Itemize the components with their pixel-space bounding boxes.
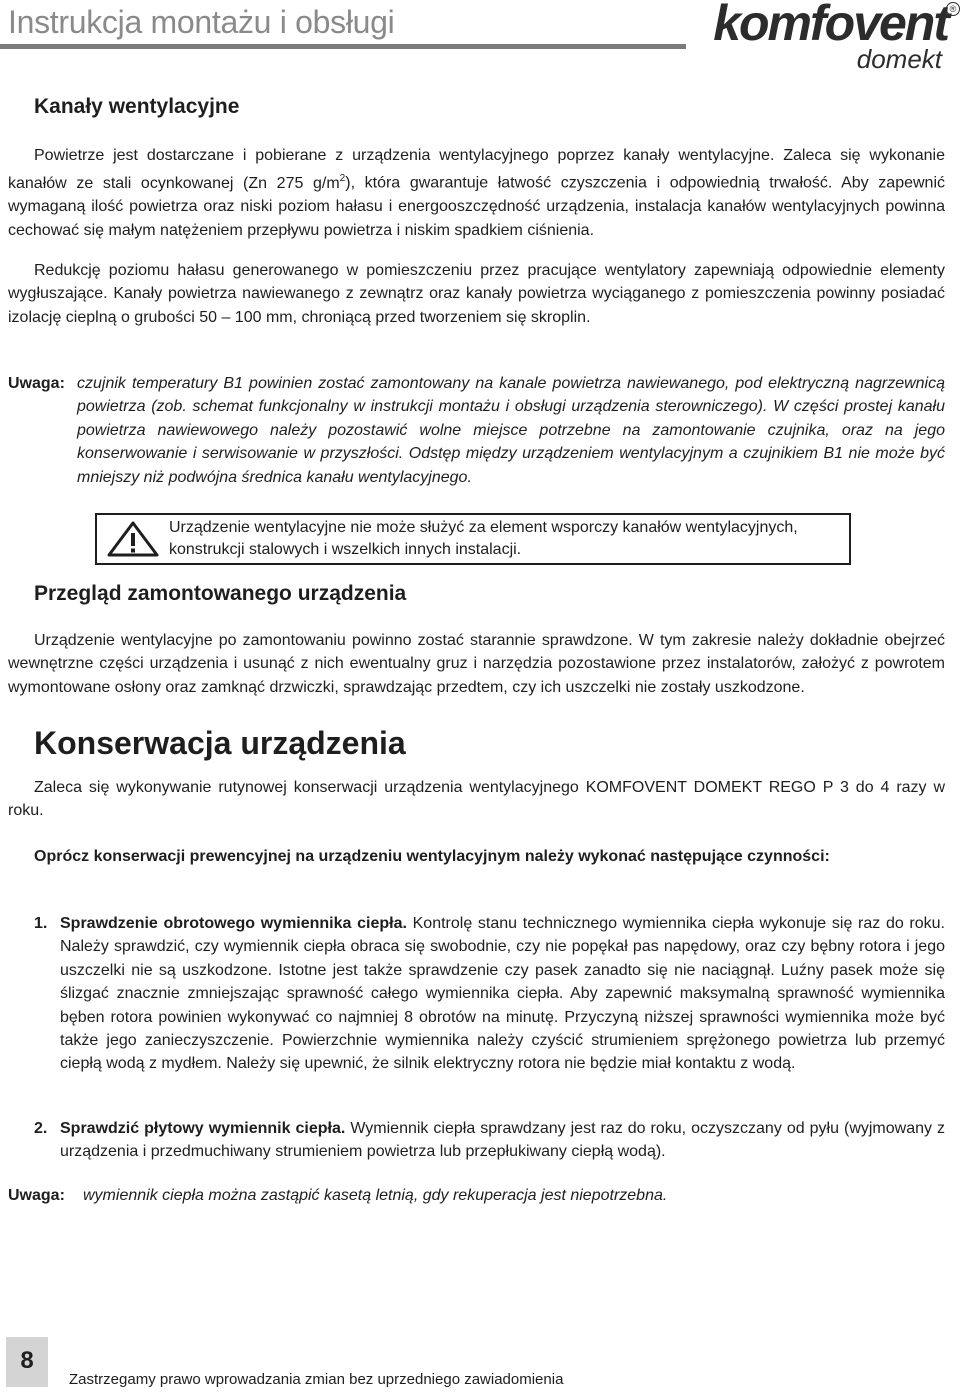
- text-run: ), która gwarantuje łatwość czyszczenia i odpowiednią trwałość. Aby zapewnić wymaganą ilość powietrza oraz niski poziom hałasu i energooszczędność urządzenia, instalacja kanałów wentylacyjnych powinna cechować się małym natężeniem przepływu powietrza i niskim spadkiem ciśnienia.: [8, 174, 945, 239]
- warning-box: [95, 513, 851, 565]
- header-rule: [0, 44, 686, 49]
- list-item-rotary-exchanger: [34, 912, 945, 1076]
- note-summer-cassette: [8, 1184, 945, 1207]
- list-item-plate-exchanger: [34, 1117, 945, 1164]
- superscript: 2: [339, 173, 346, 185]
- list-item-number: 2.: [34, 1120, 48, 1137]
- footer-disclaimer: Zastrzegamy prawo wprowadzania zmian bez uprzedniego zawiadomienia: [69, 1371, 564, 1388]
- list-item-text: [34, 912, 945, 1076]
- note-sensor: [8, 372, 945, 489]
- note-text: wymiennik ciepła można zastąpić kasetą letnią, gdy rekuperacja jest niepotrzebna.: [83, 1187, 668, 1204]
- warning-triangle-icon: [107, 521, 159, 557]
- text-run: Powietrze jest dostarczane i pobierane z urządzenia wentylacyjnego poprzez kanały wentylacyjne. Zaleca się wykonanie kanałów ze stali ocynkowanej (Zn 275 g/m: [8, 147, 945, 192]
- list-item-title: Sprawdzić płytowy wymiennik ciepła.: [60, 1120, 346, 1137]
- page-number: 8: [20, 1347, 34, 1374]
- note-text: czujnik temperatury B1 powinien zostać zamontowany na kanale powietrza nawiewanego, pod elektryczną nagrzewnicą powietrza (zob. schemat funkcjonalny w instrukcji montażu i obsługi urządzenia sterowniczego). W części prostej kanału powietrza nawiewowego należy pozostawić wolne miejsce potrzebne na zamontowanie czujnika, oraz na jego konserwowanie i serwisowanie w przyszłości. Odstęp między urządzeniem wentylacyjnym a czujnikiem B1 nie może być mniejszy niż podwójna średnica kanału wentylacyjnego.: [77, 375, 945, 486]
- section-heading-inspection: Przegląd zamontowanego urządzenia: [34, 582, 407, 605]
- list-item-text: [34, 1117, 945, 1164]
- registered-mark: ®: [946, 2, 960, 16]
- warning-text: Urządzenie wentylacyjne nie może służyć za element wsporczy kanałów wentylacyjnych, konstrukcji stalowych i wszelkich innych instalacji.: [169, 519, 798, 558]
- logo-subbrand: domekt: [856, 44, 942, 74]
- section-heading-ducts: Kanały wentylacyjne: [34, 95, 240, 118]
- list-item-title: Sprawdzenie obrotowego wymiennika ciepła.: [60, 915, 407, 932]
- logo-wordmark: komfovent: [713, 0, 948, 51]
- paragraph-maintenance-1: Zaleca się wykonywanie rutynowej konserwacji urządzenia wentylacyjnego KOMFOVENT DOMEKT REGO P 3 do 4 razy w roku.: [8, 779, 945, 820]
- list-item-number: 1.: [34, 915, 48, 932]
- page-number-box: [6, 1337, 48, 1387]
- paragraph-ducts-2: Redukcję poziomu hałasu generowanego w pomieszczeniu przez pracujące wentylatory zapewniają odpowiednie elementy wygłuszające. Kanały powietrza nawiewanego z zewnątrz oraz kanały powietrza wyciąganego z pomieszczenia powinny posiadać izolację cieplną o grubości 50 – 100 mm, chroniącą przed tworzeniem się skroplin.: [8, 262, 945, 326]
- list-item-body: Kontrolę stanu technicznego wymiennika ciepła wykonuje się raz do roku. Należy sprawdzić, czy wymiennik ciepła obraca się swobodnie, czy nie popękał pas napędowy, oraz czy bębny rotora i jego uszczelki nie są uszkodzone. Istotne jest także sprawdzenie czy pasek zanadto się nie naciągnął. Luźny pasek może się ślizgać znacznie zmniejszając sprawność całego wymiennika ciepła. Aby zapewnić maksymalną sprawność wymiennika bęben rotora powinien wykonywać co najmniej 8 obrotów na minutę. Przyczyną niższej sprawności wymiennika może być także jego zanieczyszczenie. Powierzchnie wymiennika należy czyścić strumieniem sprężonego powietrza lub przemyć ciepłą wodą z mydłem. Należy się upewnić, że silnik elektryczny rotora nie będzie miał kontaktu z wodą.: [60, 915, 946, 1073]
- note-label: Uwaga:: [8, 1187, 65, 1204]
- page-header-title: Instrukcja montażu i obsługi: [8, 4, 395, 40]
- brand-logo: [690, 0, 960, 76]
- paragraph-inspection: Urządzenie wentylacyjne po zamontowaniu powinno zostać starannie sprawdzone. W tym zakresie należy dokładnie obejrzeć wewnętrzne części urządzenia i usunąć z nich ewentualny gruz i narzędzia pozostawione przez instalatorów, założyć z powrotem wymontowane osłony oraz zamknąć drzwiczki, sprawdzając przedtem, czy ich uszczelki nie zostały uszkodzone.: [8, 632, 945, 696]
- note-label: Uwaga:: [8, 375, 65, 392]
- list-item-body: Wymiennik ciepła sprawdzany jest raz do roku, oczyszczany od pyłu (wyjmowany z urządzenia i przedmuchiwany strumieniem powietrza lub przepłukiwany ciepłą wodą).: [60, 1120, 946, 1161]
- paragraph-ducts-1: [8, 144, 945, 242]
- paragraph-maintenance-2: Oprócz konserwacji prewencyjnej na urządzeniu wentylacyjnym należy wykonać następujące czynności:: [34, 848, 830, 865]
- section-heading-maintenance: Konserwacja urządzenia: [34, 725, 406, 761]
